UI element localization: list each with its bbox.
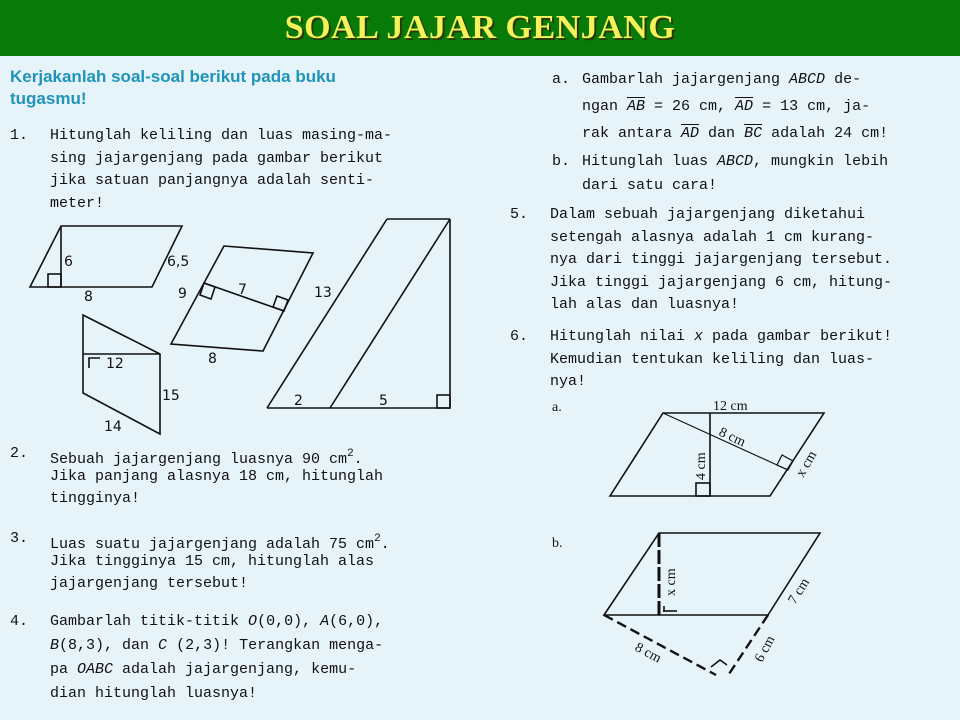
text-segment: tingginya! [50,490,141,507]
text-segment: sing jajargenjang pada gambar berikut [50,149,384,167]
label-height: 12 [106,356,124,372]
label-6: 6 cm [752,633,779,665]
text-segment: jajargenjang tersebut! [50,575,249,592]
text-segment: Hitunglah keliling dan luas masing-ma- [50,127,393,144]
figure-label-b: b. [552,536,563,551]
parallelogram-figure-3 [83,315,180,435]
text-segment: . [380,536,390,553]
text-segment: jika satuan panjangnya adalah senti- [50,172,375,189]
text-segment: pada gambar berikut! [703,328,893,345]
math-variable: x [694,328,704,345]
problem-number: 4. [10,613,29,630]
text-segment: rak antara [582,125,682,142]
problem-number: 2. [10,445,29,462]
superscript: 2 [347,448,354,460]
label-side-7: 7 cm [785,575,814,608]
text-segment: adalah 24 cm! [762,125,889,142]
text-segment: nya! [550,373,587,390]
problem-number: b. [552,153,571,170]
text-segment: de- [825,71,862,88]
text-segment: Hitunglah luas [582,153,718,170]
text-segment: Dalam sebuah jajargenjang diketahui [550,206,866,223]
text-segment: Luas suatu jajargenjang adalah 75 cm [50,536,375,553]
text-segment: Hitunglah nilai [550,328,695,345]
parallelogram-figure-1 [30,226,189,305]
label-side: 6,5 [167,254,190,270]
parallelogram-figure-2 [171,246,313,367]
text-segment: Jika tingginya 15 cm, hitunglah alas [50,552,375,570]
segment-name: $\overline{AD}$ [681,125,700,142]
math-variable: O [248,613,258,630]
parallelogram-figure-6a [552,399,824,496]
problem-number: 1. [10,127,29,144]
text-segment: lah alas dan luasnya! [550,296,740,313]
text-segment: (6,0), [329,613,384,630]
instruction-line: Kerjakanlah soal-soal berikut pada buku [10,67,336,86]
math-variable: ABCD [789,71,826,88]
parallelogram-figure-4 [267,219,450,409]
figure-label-a: a. [552,400,562,415]
problem-number: 6. [510,328,529,345]
label-height: 4 cm [694,452,709,480]
math-variable: ABCD [717,153,754,170]
segment-name: $\overline{BC}$ [744,125,763,142]
label-base: 14 [104,419,122,435]
text-segment: pa [50,661,78,678]
label-height-x: x cm [664,568,679,596]
parallelogram-figure-6b [552,533,820,677]
label-height: 7 [238,282,247,298]
text-segment: Gambarlah jajargenjang [582,71,790,88]
text-segment: meter! [50,194,105,212]
text-segment: Jika panjang alasnya 18 cm, hitunglah [50,467,384,485]
label-base: 8 [84,289,93,305]
problem-number: 3. [10,530,29,547]
slide-title: SOAL JAJAR GENJANG [284,9,676,46]
superscript: 2 [374,533,381,545]
text-segment: . [353,451,363,468]
label-top: 12 cm [713,399,748,414]
label-height: 6 [64,254,73,270]
text-segment: = 26 cm, [645,98,736,115]
text-segment: dian hitunglah luasnya! [50,685,258,702]
segment-name: $\overline{AD}$ [735,98,754,115]
math-variable: OABC [77,661,114,678]
label-side: 13 [314,285,332,301]
text-segment: (8,3), dan [59,637,159,654]
text-segment: , mungkin lebih [753,153,889,170]
text-segment: Kemudian tentukan keliling dan luas- [550,350,875,368]
problem-number: a. [552,71,571,88]
label-side: 9 [178,286,187,302]
label-offset: 2 [294,393,303,409]
text-segment: setengah alasnya adalah 1 cm kurang- [550,228,875,246]
text-segment: adalah jajargenjang, kemu- [113,661,357,678]
segment-name: $\overline{AB}$ [627,98,646,115]
text-segment: Sebuah jajargenjang luasnya 90 cm [50,451,348,468]
math-variable: A [320,613,330,630]
problem-number: 5. [510,206,529,223]
label-x: x cm [793,448,821,480]
text-segment: ngan [582,98,628,115]
text-segment: Jika tinggi jajargenjang 6 cm, hitung- [550,273,893,291]
text-segment: (2,3)! Terangkan menga- [167,637,384,654]
label-diagonal: 8 cm [716,425,748,451]
text-segment: dan [699,125,745,142]
instruction-line: tugasmu! [10,89,87,108]
math-variable: C [158,637,168,654]
text-segment: dari satu cara! [582,177,718,194]
label-8: 8 cm [632,640,664,667]
text-segment: nya dari tinggi jajargenjang tersebut. [550,251,893,268]
text-segment: (0,0), [257,613,321,630]
label-base: 5 [379,393,388,409]
text-segment: = 13 cm, ja- [753,98,871,115]
text-segment: Gambarlah titik-titik [50,613,249,630]
math-variable: B [50,637,60,654]
label-side: 15 [162,388,180,404]
label-base: 8 [208,351,217,367]
